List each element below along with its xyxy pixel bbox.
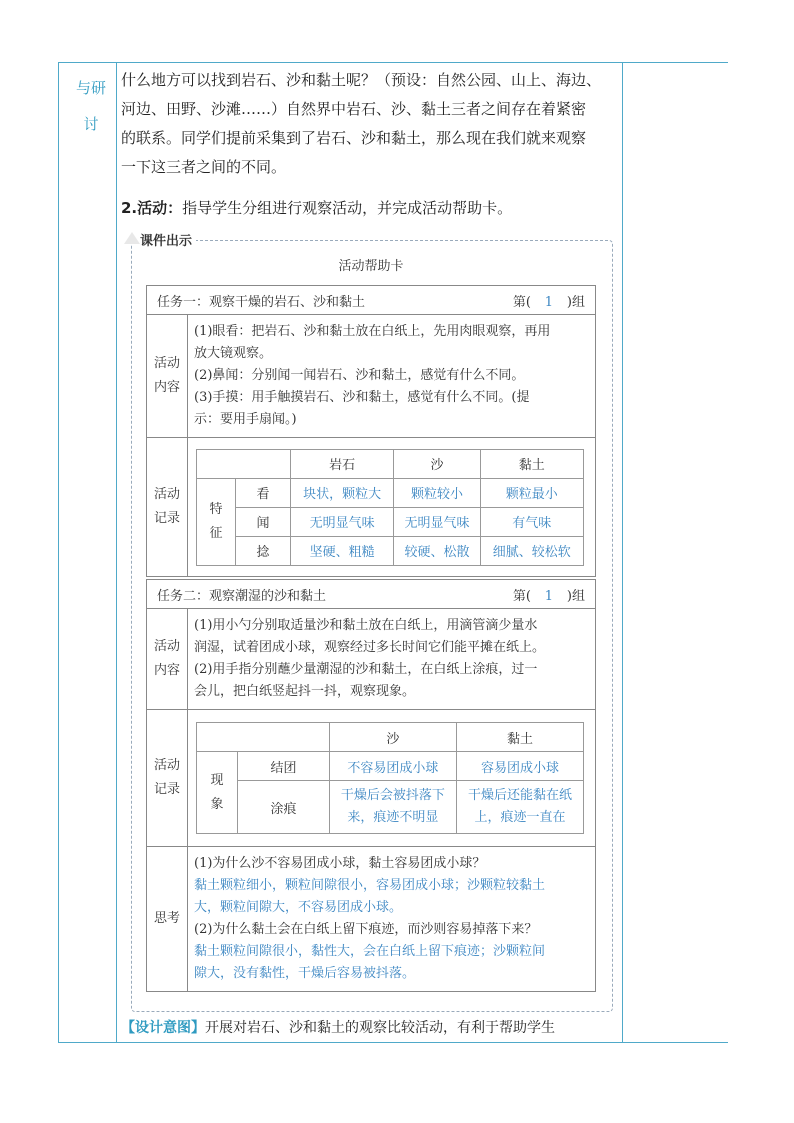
task2-think-label: 思考: [147, 847, 188, 992]
task2-think: (1)为什么沙不容易团成小球，黏土容易团成小球？ 黏土颗粒细小，颗粒间隙很小，容易团成小球；沙颗粒较黏土 大，颗粒间隙大，不容易团成小球。 (2)为什么黏土会在白纸上留下痕迹，而沙则容易掉落下来？ 黏土颗粒间隙很小，黏性大，会在白纸上留下痕迹；沙颗粒间 隙大，没有黏性，干燥后容易被抖落。: [188, 847, 596, 992]
task1-title: 任务一：观察干燥的岩石、沙和黏土: [157, 294, 366, 310]
phenomenon-label: 现 象: [197, 752, 238, 834]
record-cell: 细腻、较松软: [480, 536, 583, 565]
task1-content-label: 活动 内容: [147, 315, 188, 438]
row-name: 捻: [236, 536, 291, 565]
col-header: 岩石: [290, 449, 393, 478]
frame-left-line: [58, 62, 59, 1042]
task2-record-table: [196, 722, 584, 834]
frame-bottom-line: [58, 1042, 728, 1043]
record-cell: 容易团成小球: [456, 752, 583, 781]
record-cell: 坚硬、粗糙: [290, 536, 393, 565]
feature-label: 特 征: [197, 478, 236, 565]
frame-divider-line: [116, 62, 117, 1042]
record-cell: 较硬、松散: [394, 536, 480, 565]
task2-content-label: 活动 内容: [147, 609, 188, 710]
row-name: 涂痕: [238, 781, 330, 834]
row-name: 闻: [236, 507, 291, 536]
frame-divider-right-line: [622, 62, 623, 1042]
task1-record-table: [196, 449, 584, 566]
task2-title: 任务二：观察潮湿的沙和黏土: [157, 588, 327, 604]
record-cell: 无明显气味: [290, 507, 393, 536]
intro-paragraph: 什么地方可以找到岩石、沙和黏土呢？（预设：自然公园、山上、海边、 河边、田野、沙滩……）自然界中岩石、沙、黏土三者之间存在着紧密 的联系。同学们提前采集到了岩石、沙和黏土，那么现在我们就来观察 一下这三者之间的不同。: [121, 71, 602, 176]
col-header: 黏土: [456, 723, 583, 752]
record-cell: 有气味: [480, 507, 583, 536]
frame-top-line: [58, 62, 728, 63]
record-cell: 颗粒较小: [394, 478, 480, 507]
task2-group: 第( 1 )组: [512, 588, 585, 604]
design-intent: 【设计意图】开展对岩石、沙和黏土的观察比较活动，有利于帮助学生: [121, 1020, 555, 1036]
task2-table: [146, 579, 596, 992]
task1-table: [146, 285, 596, 577]
record-cell: 无明显气味: [394, 507, 480, 536]
task1-content: (1)眼看：把岩石、沙和黏土放在白纸上，先用肉眼观察，再用 放大镜观察。 (2)鼻闻：分别闻一闻岩石、沙和黏土，感觉有什么不同。 (3)手摸：用手触摸岩石、沙和黏土，感觉有什么不同。(提 示：要用手扇闻。): [188, 315, 596, 438]
task1-group: 第( 1 )组: [512, 294, 585, 310]
courseware-label: 课件出示: [136, 230, 196, 249]
col-header: 黏土: [480, 449, 583, 478]
record-cell: 颗粒最小: [480, 478, 583, 507]
col-header: 沙: [394, 449, 480, 478]
row-name: 看: [236, 478, 291, 507]
record-cell: 块状，颗粒大: [290, 478, 393, 507]
activity-line: 2.活动：指导学生分组进行观察活动，并完成活动帮助卡。: [121, 199, 513, 217]
card-title: 活动帮助卡: [338, 259, 404, 274]
row-name: 结团: [238, 752, 330, 781]
record-cell: 不容易团成小球: [329, 752, 456, 781]
stage-label: 与研 讨: [75, 79, 106, 133]
task1-record-label: 活动 记录: [147, 438, 188, 577]
task2-content: (1)用小勺分别取适量沙和黏土放在白纸上，用滴管滴少量水 润湿，试着团成小球，观察经过多长时间它们能平摊在纸上。 (2)用手指分别蘸少量潮湿的沙和黏土，在白纸上涂痕，过一 会儿，把白纸竖起抖一抖，观察现象。: [188, 609, 596, 710]
record-cell: 干燥后还能黏在纸 上，痕迹一直在: [456, 781, 583, 834]
col-header: 沙: [329, 723, 456, 752]
task2-record-label: 活动 记录: [147, 710, 188, 847]
record-cell: 干燥后会被抖落下 来，痕迹不明显: [329, 781, 456, 834]
